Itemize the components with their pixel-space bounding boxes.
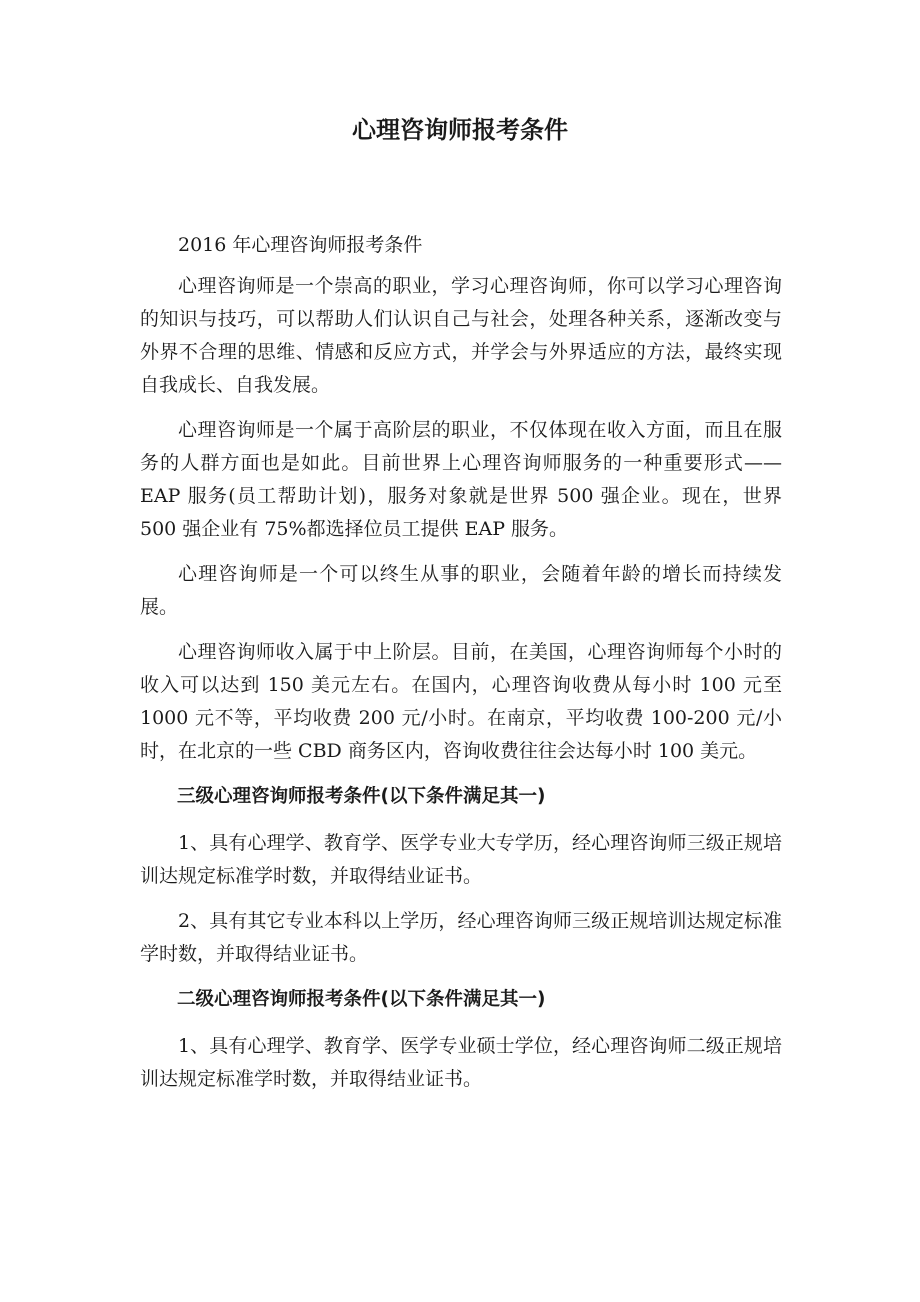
level3-condition-2: 2、具有其它专业本科以上学历，经心理咨询师三级正规培训达规定标准学时数，并取得结业证书。 (140, 910, 782, 965)
paragraph-income: 心理咨询师收入属于中上阶层。目前，在美国，心理咨询师每个小时的收入可以达到 150 美元左右。在国内，心理咨询收费从每小时 100 元至 1000 元不等，平均收费 200 元/小时。在南京，平均收费 100-200 元/小时，在北京的一些 CBD 商务区内，咨询收费往往会达每小时 100 美元。 (140, 641, 782, 762)
level3-heading: 三级心理咨询师报考条件(以下条件满足其一) (177, 786, 546, 807)
level2-heading: 二级心理咨询师报考条件(以下条件满足其一) (177, 989, 546, 1010)
document-subtitle: 2016 年心理咨询师报考条件 (178, 234, 423, 256)
paragraph-intro: 心理咨询师是一个崇高的职业，学习心理咨询师，你可以学习心理咨询的知识与技巧，可以帮助人们认识自己与社会，处理各种关系，逐渐改变与外界不合理的思维、情感和反应方式，并学会与外界适应的方法，最终实现自我成长、自我发展。 (140, 275, 782, 396)
paragraph-high-level: 心理咨询师是一个属于高阶层的职业，不仅体现在收入方面，而且在服务的人群方面也是如此。目前世界上心理咨询师服务的一种重要形式——EAP 服务(员工帮助计划)，服务对象就是世界 500 强企业。现在，世界 500 强企业有 75%都选择位员工提供 EAP 服务。 (140, 419, 782, 540)
level2-condition-1: 1、具有心理学、教育学、医学专业硕士学位，经心理咨询师二级正规培训达规定标准学时数，并取得结业证书。 (140, 1035, 782, 1090)
level3-condition-1: 1、具有心理学、教育学、医学专业大专学历，经心理咨询师三级正规培训达规定标准学时数，并取得结业证书。 (140, 832, 782, 887)
paragraph-lifelong: 心理咨询师是一个可以终生从事的职业，会随着年龄的增长而持续发展。 (140, 563, 782, 618)
document-body (140, 229, 782, 1108)
page-title: 心理咨询师报考条件 (352, 116, 568, 144)
